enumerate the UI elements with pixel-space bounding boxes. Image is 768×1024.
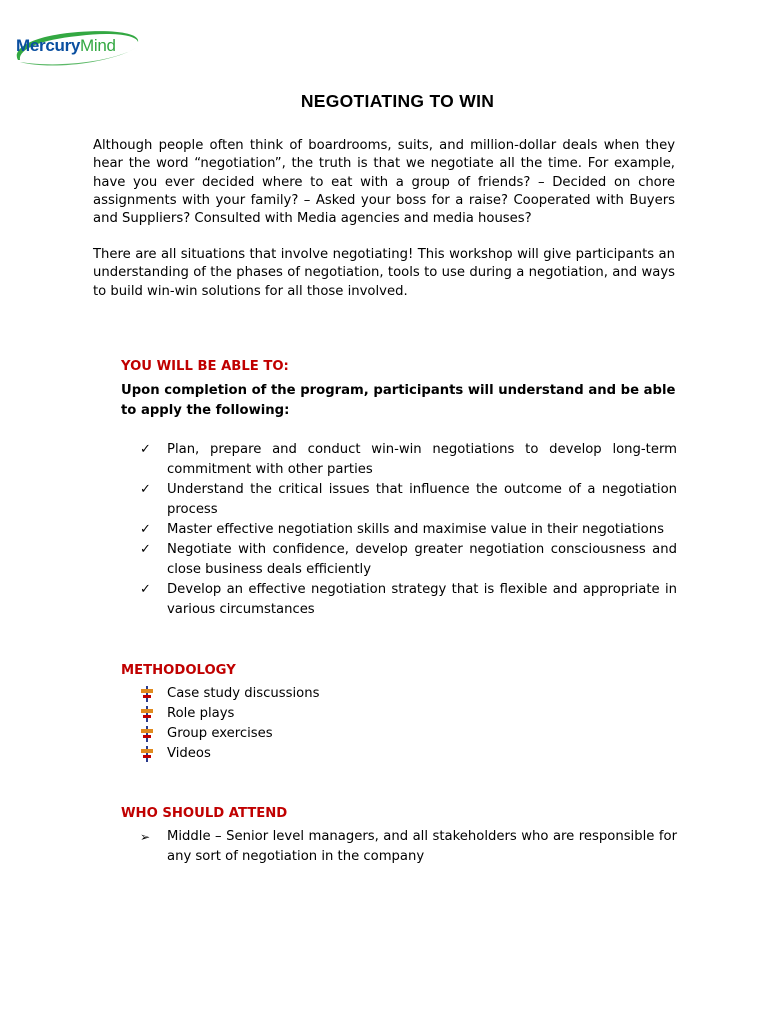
list-item xyxy=(140,520,677,540)
list-item xyxy=(140,480,677,520)
outcomes-list xyxy=(140,440,677,620)
page-title: NEGOTIATING TO WIN xyxy=(300,91,495,111)
check-icon: ✓ xyxy=(140,542,151,557)
methodology-item-text: Group exercises xyxy=(167,726,273,741)
outcome-text: Plan, prepare and conduct win-win negotiations to develop long-term commitment with other parties xyxy=(167,442,677,477)
methodology-list xyxy=(140,684,677,764)
list-item xyxy=(140,744,677,764)
company-logo xyxy=(16,36,116,56)
pin-icon xyxy=(140,744,158,767)
audience-heading: WHO SHOULD ATTEND xyxy=(121,806,288,821)
list-item xyxy=(140,440,677,480)
outcomes-heading: YOU WILL BE ABLE TO: xyxy=(121,359,289,374)
list-item xyxy=(140,540,677,580)
intro-paragraph-2: There are all situations that involve negotiating! This workshop will give participants an understanding of the phases of negotiation, tools to use during a negotiation, and ways to build win-win solutions for all those involved. xyxy=(93,247,675,299)
list-item xyxy=(140,724,677,744)
list-item xyxy=(140,684,677,704)
outcome-text: Understand the critical issues that influence the outcome of a negotiation process xyxy=(167,482,677,517)
list-item xyxy=(140,580,677,620)
outcome-text: Develop an effective negotiation strategy that is flexible and appropriate in various circumstances xyxy=(167,582,677,617)
methodology-item-text: Videos xyxy=(167,746,211,761)
list-item xyxy=(140,704,677,724)
methodology-item-text: Case study discussions xyxy=(167,686,320,701)
arrow-icon: ➢ xyxy=(140,830,151,844)
methodology-heading: METHODOLOGY xyxy=(121,663,236,678)
intro-paragraph-1: Although people often think of boardrooms, suits, and million-dollar deals when they hear the word “negotiation”, the truth is that we negotiate all the time. For example, have you ever decided where to eat with a group of friends? – Decided on chore assignments with your family? – Asked your boss for a raise? Cooperated with Buyers and Suppliers? Consulted with Media agencies and media houses? xyxy=(93,138,675,227)
audience-list xyxy=(140,827,677,867)
check-icon: ✓ xyxy=(140,442,151,457)
check-icon: ✓ xyxy=(140,522,151,537)
audience-item-text: Middle – Senior level managers, and all stakeholders who are responsible for any sort of negotiation in the company xyxy=(167,829,677,864)
outcome-text: Negotiate with confidence, develop greater negotiation consciousness and close business deals efficiently xyxy=(167,542,677,577)
outcomes-lead: Upon completion of the program, participants will understand and be able to apply the following: xyxy=(121,383,676,418)
check-icon: ✓ xyxy=(140,482,151,497)
check-icon: ✓ xyxy=(140,582,151,597)
outcome-text: Master effective negotiation skills and maximise value in their negotiations xyxy=(167,522,664,537)
logo-text-accent: Mind xyxy=(80,36,116,55)
methodology-item-text: Role plays xyxy=(167,706,235,721)
logo-text-primary: Mercury xyxy=(16,36,81,55)
list-item xyxy=(140,827,677,867)
